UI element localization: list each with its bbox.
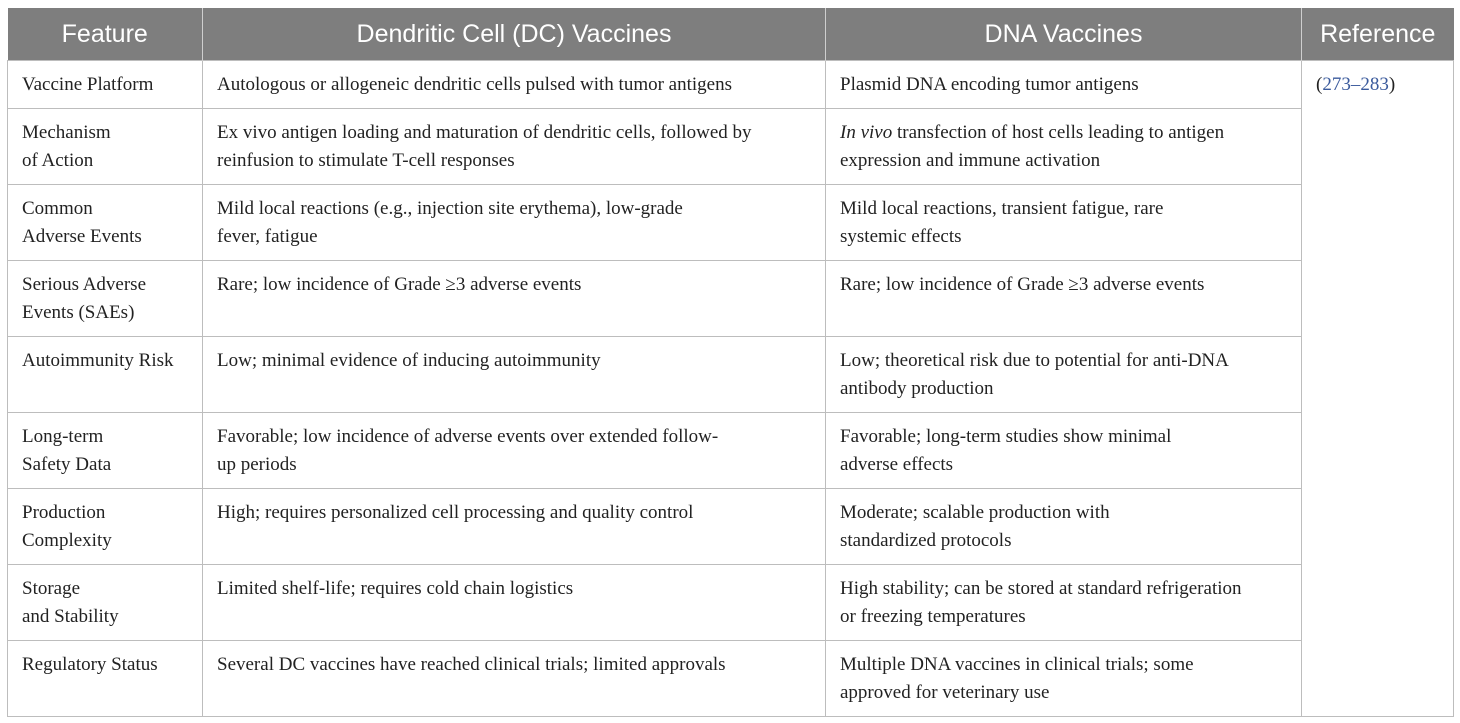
dc-cell [203,565,826,641]
feature-cell [8,565,203,641]
comparison-table [7,8,1454,717]
dna-text: expression and immune activation [840,150,1101,171]
feature-cell [8,61,203,109]
feature-cell [8,261,203,337]
dna-cell [826,109,1302,185]
feature-text: Autoimmunity Risk [22,350,174,371]
feature-text: Common [22,198,93,219]
feature-cell [8,109,203,185]
dc-cell [203,185,826,261]
dc-text: reinfusion to stimulate T-cell responses [217,150,515,171]
dc-text: Limited shelf-life; requires cold chain logistics [217,578,574,599]
dna-text: Low; theoretical risk due to potential for anti-DNA [840,350,1229,371]
dc-text: up periods [217,454,297,475]
feature-cell [8,489,203,565]
dc-cell [203,109,826,185]
dna-text: Multiple DNA vaccines in clinical trials; some [840,654,1194,675]
dc-cell [203,61,826,109]
feature-text: Adverse Events [22,226,142,247]
feature-text: and Stability [22,606,119,627]
feature-text: of Action [22,150,94,171]
header-dc-vaccines: Dendritic Cell (DC) Vaccines [203,8,826,61]
dna-text: Plasmid DNA encoding tumor antigens [840,74,1139,95]
header-dna-vaccines: DNA Vaccines [826,8,1302,61]
table-row [8,61,1454,109]
dna-text: approved for veterinary use [840,682,1050,703]
dna-italic-text: In vivo [840,122,893,143]
table-row [8,109,1454,185]
reference-link[interactable]: 273–283 [1322,74,1389,95]
feature-cell [8,413,203,489]
feature-text: Events (SAEs) [22,302,135,323]
feature-text: Complexity [22,530,112,551]
dc-text: Autologous or allogeneic dendritic cells pulsed with tumor antigens [217,74,733,95]
dna-cell [826,489,1302,565]
feature-text: Production [22,502,106,523]
table-row [8,185,1454,261]
dc-text: fever, fatigue [217,226,318,247]
table-row [8,489,1454,565]
table-row [8,641,1454,717]
table-row [8,337,1454,413]
dc-text: Ex vivo antigen loading and maturation of dendritic cells, followed by [217,122,752,143]
dc-cell [203,261,826,337]
dc-text: Several DC vaccines have reached clinical trials; limited approvals [217,654,726,675]
dna-cell [826,61,1302,109]
dna-text: Moderate; scalable production with [840,502,1110,523]
dna-text: or freezing temperatures [840,606,1026,627]
table-row [8,565,1454,641]
feature-cell [8,641,203,717]
header-row [8,8,1454,61]
dc-text: Low; minimal evidence of inducing autoimmunity [217,350,601,371]
feature-text: Safety Data [22,454,112,475]
dna-text: Mild local reactions, transient fatigue, rare [840,198,1164,219]
feature-text: Vaccine Platform [22,74,154,95]
feature-text: Regulatory Status [22,654,158,675]
dc-text: Favorable; low incidence of adverse events over extended follow- [217,426,719,447]
dc-cell [203,641,826,717]
dna-text: Rare; low incidence of Grade ≥3 adverse events [840,274,1205,295]
table-row [8,261,1454,337]
dna-text: High stability; can be stored at standard refrigeration [840,578,1242,599]
feature-text: Long-term [22,426,104,447]
feature-text: Storage [22,578,81,599]
dna-text: standardized protocols [840,530,1012,551]
reference-close-paren: ) [1388,74,1396,95]
reference-open-paren: ( [1316,74,1323,95]
table-row [8,413,1454,489]
dna-cell [826,565,1302,641]
dc-text: Mild local reactions (e.g., injection site erythema), low-grade [217,198,683,219]
feature-cell [8,185,203,261]
feature-text: Mechanism [22,122,111,143]
dc-cell [203,489,826,565]
header-feature: Feature [8,8,203,61]
dc-cell [203,413,826,489]
dna-cell [826,185,1302,261]
dna-text: transfection of host cells leading to antigen [892,122,1225,143]
dna-text: adverse effects [840,454,954,475]
feature-text: Serious Adverse [22,274,147,295]
dna-cell [826,261,1302,337]
dna-cell [826,413,1302,489]
dna-cell [826,337,1302,413]
dc-cell [203,337,826,413]
dc-text: High; requires personalized cell processing and quality control [217,502,694,523]
dna-text: antibody production [840,378,994,399]
feature-cell [8,337,203,413]
dc-text: Rare; low incidence of Grade ≥3 adverse events [217,274,582,295]
dna-text: Favorable; long-term studies show minimal [840,426,1172,447]
dna-text: systemic effects [840,226,962,247]
reference-cell [1302,61,1454,717]
dna-cell [826,641,1302,717]
header-reference: Reference [1302,8,1454,61]
